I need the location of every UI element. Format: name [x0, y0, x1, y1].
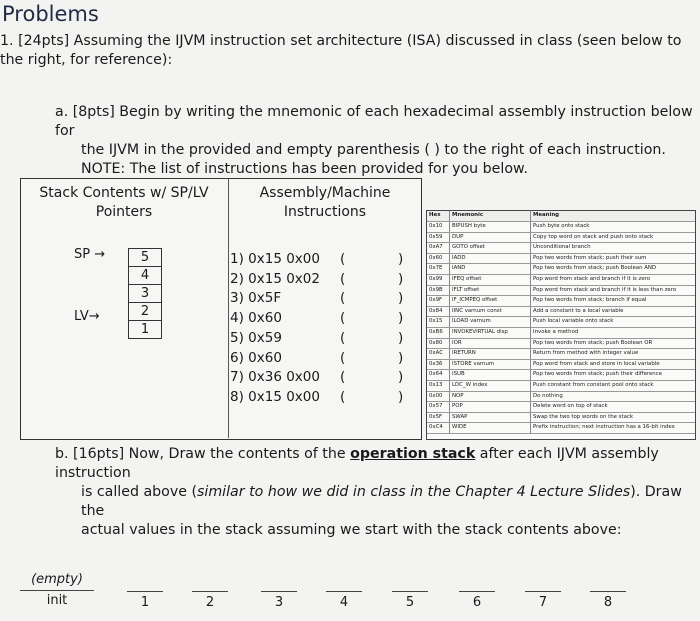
ref-hex: 0x7E [427, 264, 450, 274]
ref-mnemonic: WIDE [450, 423, 531, 433]
ref-mnemonic: NOP [450, 392, 531, 402]
ref-mnemonic: IOR [450, 339, 531, 349]
ref-hex: 0x15 [427, 317, 450, 327]
step-label: 8 [603, 595, 613, 610]
stack-cell: 2 [129, 303, 161, 321]
question-1a-label: a. [55, 104, 69, 120]
paren-open: ( [340, 349, 346, 366]
ref-meaning: Swap the two top words on the stack [533, 413, 633, 420]
ref-row [427, 328, 695, 339]
question-1a [55, 103, 695, 179]
paren-open: ( [340, 369, 346, 386]
ref-row [427, 360, 695, 371]
paren-open: ( [340, 388, 346, 405]
ref-row [427, 275, 695, 286]
ref-hex: 0xAC [427, 349, 450, 359]
stack-header-line2: Pointers [95, 204, 153, 220]
paren-close: ) [398, 388, 404, 405]
ref-mnemonic: IF_ICMPEQ offset [450, 296, 531, 306]
paren-open: ( [340, 251, 346, 267]
ref-meaning: Pop two words from stack; push their difference [533, 371, 663, 378]
step-line [261, 591, 297, 592]
answer-paren-close-column [398, 250, 403, 408]
ref-hex: 0x00 [427, 392, 450, 402]
ijvm-reference-table [426, 210, 696, 440]
ref-hex: 0x36 [427, 360, 450, 370]
question-1b [55, 445, 695, 540]
ref-mnemonic: ISUB [450, 370, 531, 380]
paren-open: ( [340, 329, 346, 346]
ref-mnemonic: IRETURN [450, 349, 531, 359]
ref-row [427, 402, 695, 413]
ref-mnemonic: ILOAD varnum [450, 317, 531, 327]
ref-mnemonic: IAND [450, 264, 531, 274]
paren-close: ) [398, 349, 404, 366]
ref-row [427, 296, 695, 307]
ref-hex: 0x80 [427, 339, 450, 349]
ref-mnemonic: SWAP [450, 413, 531, 423]
paren-close: ) [398, 369, 404, 386]
instruction-item: 8) 0x15 0x00 [230, 388, 320, 405]
ref-hex: 0x10 [427, 222, 450, 232]
step-label: 3 [274, 595, 284, 610]
instruction-item: 5) 0x59 [230, 329, 282, 346]
ref-row [427, 233, 695, 244]
empty-label: (empty) [31, 572, 83, 587]
ref-rows [427, 222, 695, 434]
stack-header-line1: Stack Contents w/ SP/LV [39, 185, 209, 201]
ref-mnemonic: DUP [450, 233, 531, 243]
question-1b-line3: actual values in the stack assuming we start with the stack contents above: [81, 522, 622, 538]
step-line [326, 591, 362, 592]
step-label: 7 [538, 595, 548, 610]
paren-close: ) [398, 251, 404, 267]
ref-row [427, 243, 695, 254]
ref-meaning: Push local variable onto stack [533, 318, 614, 325]
ref-meaning: Pop two words from stack; branch if equal [533, 297, 647, 304]
asm-header-line2: Instructions [283, 204, 367, 220]
question-1b-line2a: is called above ( [81, 484, 198, 500]
question-1b-line2c: ). Draw the [81, 484, 682, 519]
ref-meaning: Pop word from stack and branch if it is zero [533, 275, 651, 282]
question-1a-line1: [8pts] Begin by writing the mnemonic of each hexadecimal assembly instruction below for [55, 104, 693, 139]
step-line [525, 591, 561, 592]
question-1-text: [24pts] Assuming the IJVM instruction set architecture (ISA) discussed in class (seen below to the right, for reference): [0, 33, 682, 68]
ref-mnemonic: IADD [450, 254, 531, 264]
stack-cell: 5 [129, 249, 161, 267]
question-1a-line2: the IJVM in the provided and empty parenthesis ( ) to the right of each instruction. [81, 142, 666, 158]
paren-close: ) [398, 310, 404, 327]
stack-contents-header [24, 184, 224, 222]
ref-mnemonic: IFLT offset [450, 286, 531, 296]
ref-meaning: Do nothing [533, 392, 563, 399]
step-label: 2 [205, 595, 215, 610]
question-1b-line2-italic: similar to how we did in class in the Chapter 4 Lecture Slides [197, 484, 631, 500]
stack-cell: 3 [129, 285, 161, 303]
step-label: 6 [472, 595, 482, 610]
ref-hex: 0xA7 [427, 243, 450, 253]
ref-header-row [427, 211, 695, 222]
ref-hex: 0x13 [427, 381, 450, 391]
ref-mnemonic: IFEQ offset [450, 275, 531, 285]
step-label: 5 [405, 595, 415, 610]
ref-meaning: Invoke a method [533, 328, 579, 335]
ref-row [427, 254, 695, 265]
question-1b-line1c: after each IJVM assembly instruction [55, 446, 659, 481]
step-label: 1 [140, 595, 150, 610]
ref-hex: 0x57 [427, 402, 450, 412]
question-1 [0, 32, 695, 70]
paren-close: ) [398, 290, 404, 307]
ref-meaning: Copy top word on stack and push onto stack [533, 233, 654, 240]
ref-mnemonic: ISTORE varnum [450, 360, 531, 370]
stack-cell: 1 [140, 322, 150, 337]
ref-hex: 0x9F [427, 296, 450, 306]
question-1-number: 1. [0, 33, 14, 49]
instruction-item: 3) 0x5F [230, 290, 282, 307]
ref-hex: 0x60 [427, 254, 450, 264]
table-divider [228, 178, 229, 438]
question-1a-line3: NOTE: The list of instructions has been provided for you below. [81, 161, 528, 177]
step-label: 4 [339, 595, 349, 610]
operation-stack-term: operation stack [350, 446, 476, 462]
instruction-item: 1) 0x15 0x00 [230, 251, 320, 267]
ref-hex: 0x64 [427, 370, 450, 380]
ref-meaning: Delete word on top of stack [533, 403, 608, 410]
paren-open: ( [340, 310, 346, 327]
ref-header-hex: Hex [427, 211, 450, 221]
ref-meaning: Return from method with integer value [533, 350, 639, 357]
answer-paren-open-column [340, 250, 345, 408]
instruction-item: 2) 0x15 0x02 [230, 270, 320, 287]
stack-cell: 4 [129, 267, 161, 285]
ref-hex: 0x9B [427, 286, 450, 296]
ref-row [427, 381, 695, 392]
paren-open: ( [340, 270, 346, 287]
step-line [392, 591, 428, 592]
ref-row [427, 349, 695, 360]
step-line [459, 591, 495, 592]
ref-row [427, 286, 695, 297]
init-line [20, 590, 94, 591]
asm-header-line1: Assembly/Machine [259, 185, 391, 201]
ref-mnemonic: GOTO offset [450, 243, 531, 253]
ref-row [427, 317, 695, 328]
instruction-item: 4) 0x60 [230, 310, 282, 327]
step-line [192, 591, 228, 592]
ref-meaning: Unconditional branch [533, 244, 591, 251]
question-1b-label: b. [55, 446, 69, 462]
instruction-item: 7) 0x36 0x00 [230, 369, 320, 386]
ref-meaning: Add a constant to a local variable [533, 307, 624, 314]
sp-pointer-label: SP → [74, 247, 106, 262]
ref-meaning: Pop two words from stack; push Boolean AND [533, 265, 657, 272]
ref-row [427, 413, 695, 424]
ref-meaning: Pop two words from stack; push their sum [533, 254, 647, 261]
ref-meaning: Push byte onto stack [533, 223, 590, 229]
ref-meaning: Push constant from constant pool onto stack [533, 381, 654, 388]
lv-pointer-label: LV→ [74, 309, 100, 324]
ref-meaning: Pop word from stack and branch if it is less than zero [533, 286, 677, 293]
paren-open: ( [340, 290, 346, 307]
ref-hex: 0x84 [427, 307, 450, 317]
ref-row [427, 370, 695, 381]
ref-mnemonic: POP [450, 402, 531, 412]
init-label: init [46, 593, 68, 608]
ref-header-meaning: Meaning [533, 212, 560, 218]
instruction-list [230, 250, 320, 408]
ref-header-mnemonic: Mnemonic [450, 211, 531, 221]
ref-row [427, 423, 695, 434]
ref-hex: 0xB6 [427, 328, 450, 338]
ref-row [427, 222, 695, 233]
ref-hex: 0x99 [427, 275, 450, 285]
paren-close: ) [398, 270, 404, 287]
ref-hex: 0x5F [427, 413, 450, 423]
question-1b-line2 [55, 483, 695, 521]
ref-mnemonic: IINC varnum const [450, 307, 531, 317]
ref-row [427, 339, 695, 350]
ref-row [427, 392, 695, 403]
ref-row [427, 264, 695, 275]
paren-close: ) [398, 329, 404, 346]
ref-hex: 0xC4 [427, 423, 450, 433]
ref-mnemonic: INVOKEVIRTUAL disp [450, 328, 531, 338]
page-title: Problems [2, 2, 99, 26]
question-1b-line1a: [16pts] Now, Draw the contents of the [73, 446, 351, 462]
instruction-item: 6) 0x60 [230, 349, 282, 366]
assembly-header [240, 184, 410, 222]
ref-hex: 0x59 [427, 233, 450, 243]
ref-row [427, 307, 695, 318]
step-line [590, 591, 626, 592]
initial-stack [128, 248, 162, 339]
ref-mnemonic: BIPUSH byte [450, 222, 531, 232]
ref-mnemonic: LDC_W index [450, 381, 531, 391]
ref-meaning: Pop two words from stack; push Boolean OR [533, 339, 653, 346]
step-line [127, 591, 163, 592]
ref-meaning: Prefix instruction; next instruction has a 16-bit index [533, 424, 675, 431]
ref-meaning: Pop word from stack and store in local variable [533, 360, 660, 367]
